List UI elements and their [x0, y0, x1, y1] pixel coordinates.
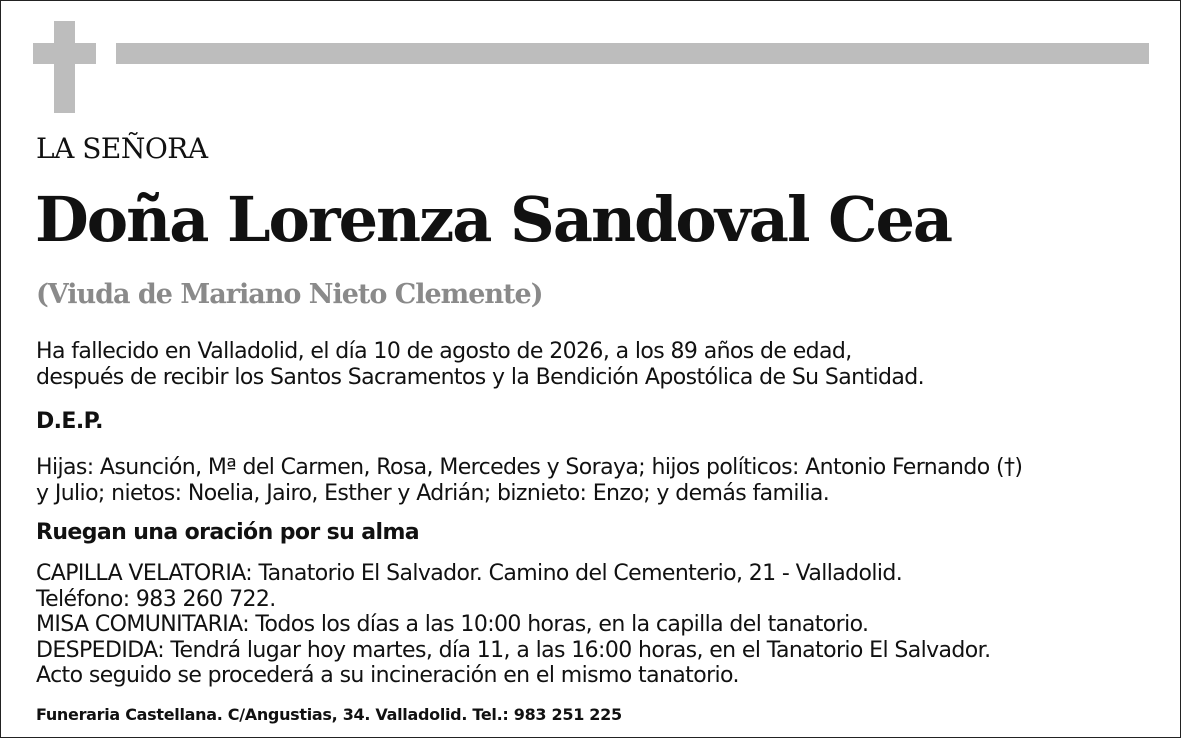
- prayer-request: Ruegan una oración por su alma: [36, 520, 420, 545]
- family-list: [36, 455, 1022, 507]
- service-details: [36, 561, 990, 689]
- family-line: Hijas: Asunción, Mª del Carmen, Rosa, Mercedes y Soraya; hijos políticos: Antonio Fernando (†): [36, 455, 1023, 480]
- cross-vertical-beam: [54, 21, 75, 113]
- funeral-home-footer: Funeraria Castellana. C/Angustias, 34. Valladolid. Tel.: 983 251 225: [36, 705, 622, 724]
- details-line: DESPEDIDA: Tendrá lugar hoy martes, día 11, a las 16:00 horas, en el Tanatorio El Salvador.: [36, 637, 991, 663]
- dep-label: D.E.P.: [36, 409, 103, 434]
- title-prefix: LA SEÑORA: [36, 132, 208, 165]
- details-line: MISA COMUNITARIA: Todos los días a las 10:00 horas, en la capilla del tanatorio.: [36, 612, 869, 637]
- deceased-name: Doña Lorenza Sandoval Cea: [35, 183, 952, 256]
- death-announcement: [36, 339, 924, 391]
- details-line: CAPILLA VELATORIA: Tanatorio El Salvador. Camino del Cementerio, 21 - Valladolid.: [36, 561, 903, 586]
- decorative-header-bar: [116, 43, 1149, 64]
- widow-line: (Viuda de Mariano Nieto Clemente): [36, 279, 543, 310]
- family-line: y Julio; nietos: Noelia, Jairo, Esther y Adrián; biznieto: Enzo; y demás familia.: [36, 481, 830, 506]
- death-line: después de recibir los Santos Sacramentos y la Bendición Apostólica de Su Santidad.: [36, 365, 925, 390]
- details-line: Acto seguido se procederá a su incineración en el mismo tanatorio.: [36, 663, 739, 688]
- death-line: Ha fallecido en Valladolid, el día 10 de agosto de 2026, a los 89 años de edad,: [36, 339, 852, 364]
- cross-horizontal-beam: [33, 43, 96, 64]
- details-line: Teléfono: 983 260 722.: [36, 586, 276, 612]
